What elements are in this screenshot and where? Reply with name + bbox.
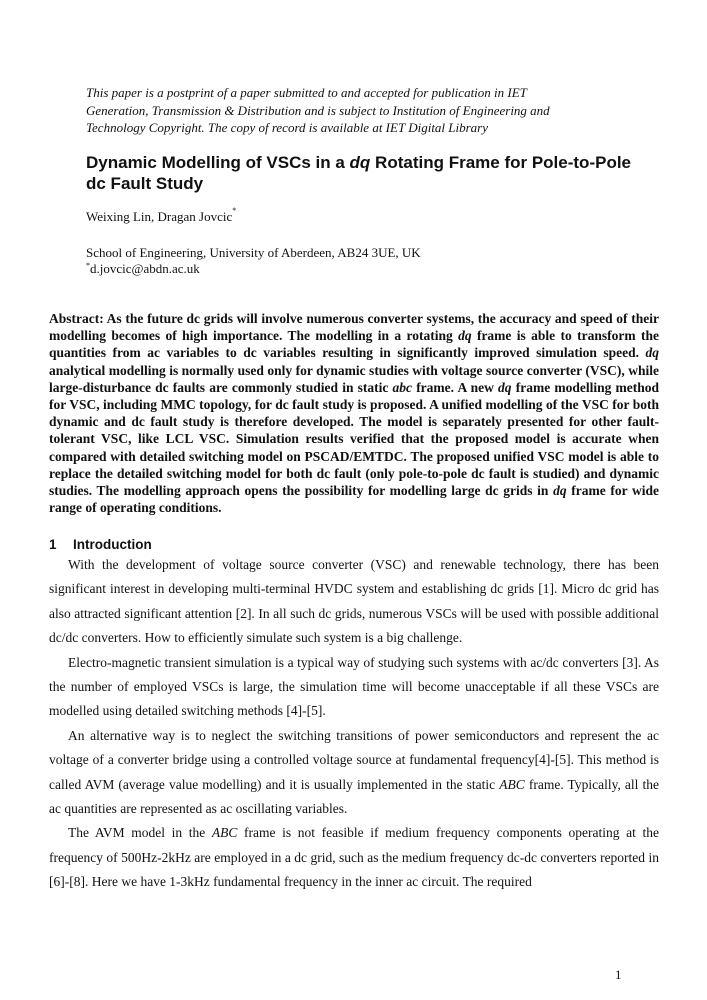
authors — [86, 206, 237, 225]
abstract-italic: dq — [458, 328, 472, 344]
title-italic: dq — [349, 153, 371, 172]
section-number: 1 — [49, 537, 57, 552]
author-mark: * — [232, 206, 237, 215]
paper-title — [86, 152, 666, 194]
abstract-text: frame for wide range of operating conditions. — [49, 483, 659, 516]
abstract-text: frame is able to transform the quantities from ac variables to dc variables resulting in significantly improved simulation speed. — [49, 328, 659, 361]
abstract-italic: dq — [645, 345, 659, 361]
paragraph: With the development of voltage source converter (VSC) and renewable technology, there has been significant interest in developing multi-terminal HVDC system and establishing dc grids [1]. Micro dc grid has also attracted significant attention [2]. In all such dc grids, numerous VSCs will be used with possible additional dc/dc converters. How to efficiently simulate such system is a big challenge. — [49, 557, 659, 646]
author-names: Weixing Lin, Dragan Jovcic — [86, 209, 233, 224]
body-text — [49, 553, 659, 895]
publication-note — [86, 84, 626, 137]
affiliation — [86, 245, 421, 277]
paragraph — [49, 724, 659, 822]
affiliation-institution: School of Engineering, University of Aberdeen, AB24 3UE, UK — [86, 245, 421, 260]
abstract-text: Abstract: As the future dc grids will involve numerous converter systems, the accuracy and speed of their modelling becomes of high importance. The modelling in a rotating — [49, 311, 659, 344]
paragraph-text: The AVM model in the — [68, 825, 212, 841]
publication-note-line: This paper is a postprint of a paper submitted to and accepted for publication in IET — [86, 85, 527, 100]
page-number: 1 — [615, 967, 622, 982]
title-line2: dc Fault Study — [86, 174, 204, 193]
section-title: Introduction — [73, 537, 152, 552]
publication-note-line: Technology Copyright. The copy of record is available at IET Digital Library — [86, 120, 489, 135]
abstract-text: frame modelling method for VSC, including MMC topology, for dc fault study is proposed. A unified modelling of the VSC for both dynamic and dc fault study is therefore developed. The model is separately presented for other fault-tolerant VSC, like LCL VSC. Simulation results verified that the proposed model is accurate when compared with detailed switching model on PSCAD/EMTDC. The proposed unified VSC model is able to replace the detailed switching model for both dc fault (only pole-to-pole dc fault is studied) and dynamic studies. The modelling approach opens the possibility for modelling large dc grids in — [49, 379, 660, 499]
paragraph-text: An alternative way is to neglect the switching transitions of power semiconductors and represent the ac voltage of a converter bridge using a controlled voltage source at fundamental frequency[4]-[5]. This method is called AVM (average value modelling) and it is usually implemented in the static — [49, 727, 659, 792]
abstract-italic: abc — [392, 379, 413, 395]
paragraph-text: frame. Typically, all the ac quantities are represented as ac oscillating variables. — [49, 776, 659, 817]
section-heading — [49, 537, 152, 552]
abstract-italic: dq — [498, 379, 512, 395]
title-part2: Rotating Frame for Pole-to-Pole — [370, 153, 632, 172]
publication-note-line: Generation, Transmission & Distribution and is subject to Institution of Engineering and — [86, 102, 550, 118]
paragraph-italic: ABC — [211, 825, 238, 841]
abstract-text: analytical modelling is normally used only for dynamic studies with voltage source converter (VSC), while large-disturbance dc faults are commonly studied in static — [49, 362, 659, 395]
abstract-text: frame. A new — [412, 379, 499, 395]
paragraph-text: frame is not feasible if medium frequency components operating at the frequency of 500Hz-2kHz are employed in a dc grid, such as the medium frequency dc-dc converters reported in [6]-[8]. Here we have 1-3kHz fundamental frequency in the inner ac circuit. The required — [49, 825, 659, 890]
abstract-italic: dq — [553, 483, 567, 499]
paragraph-italic: ABC — [499, 776, 525, 792]
paragraph — [49, 821, 659, 894]
email-mark: * — [86, 261, 90, 270]
affiliation-email-line — [86, 261, 421, 277]
title-part1: Dynamic Modelling of VSCs in a — [86, 153, 350, 172]
paragraph: Electro-magnetic transient simulation is a typical way of studying such systems with ac/dc converters [3]. As the number of employed VSCs is large, the simulation time will become unacceptable if all these VSCs are modelled using detailed switching methods [4]-[5]. — [49, 654, 659, 719]
author-email[interactable]: d.jovcic@abdn.ac.uk — [90, 261, 200, 276]
abstract — [49, 310, 659, 516]
